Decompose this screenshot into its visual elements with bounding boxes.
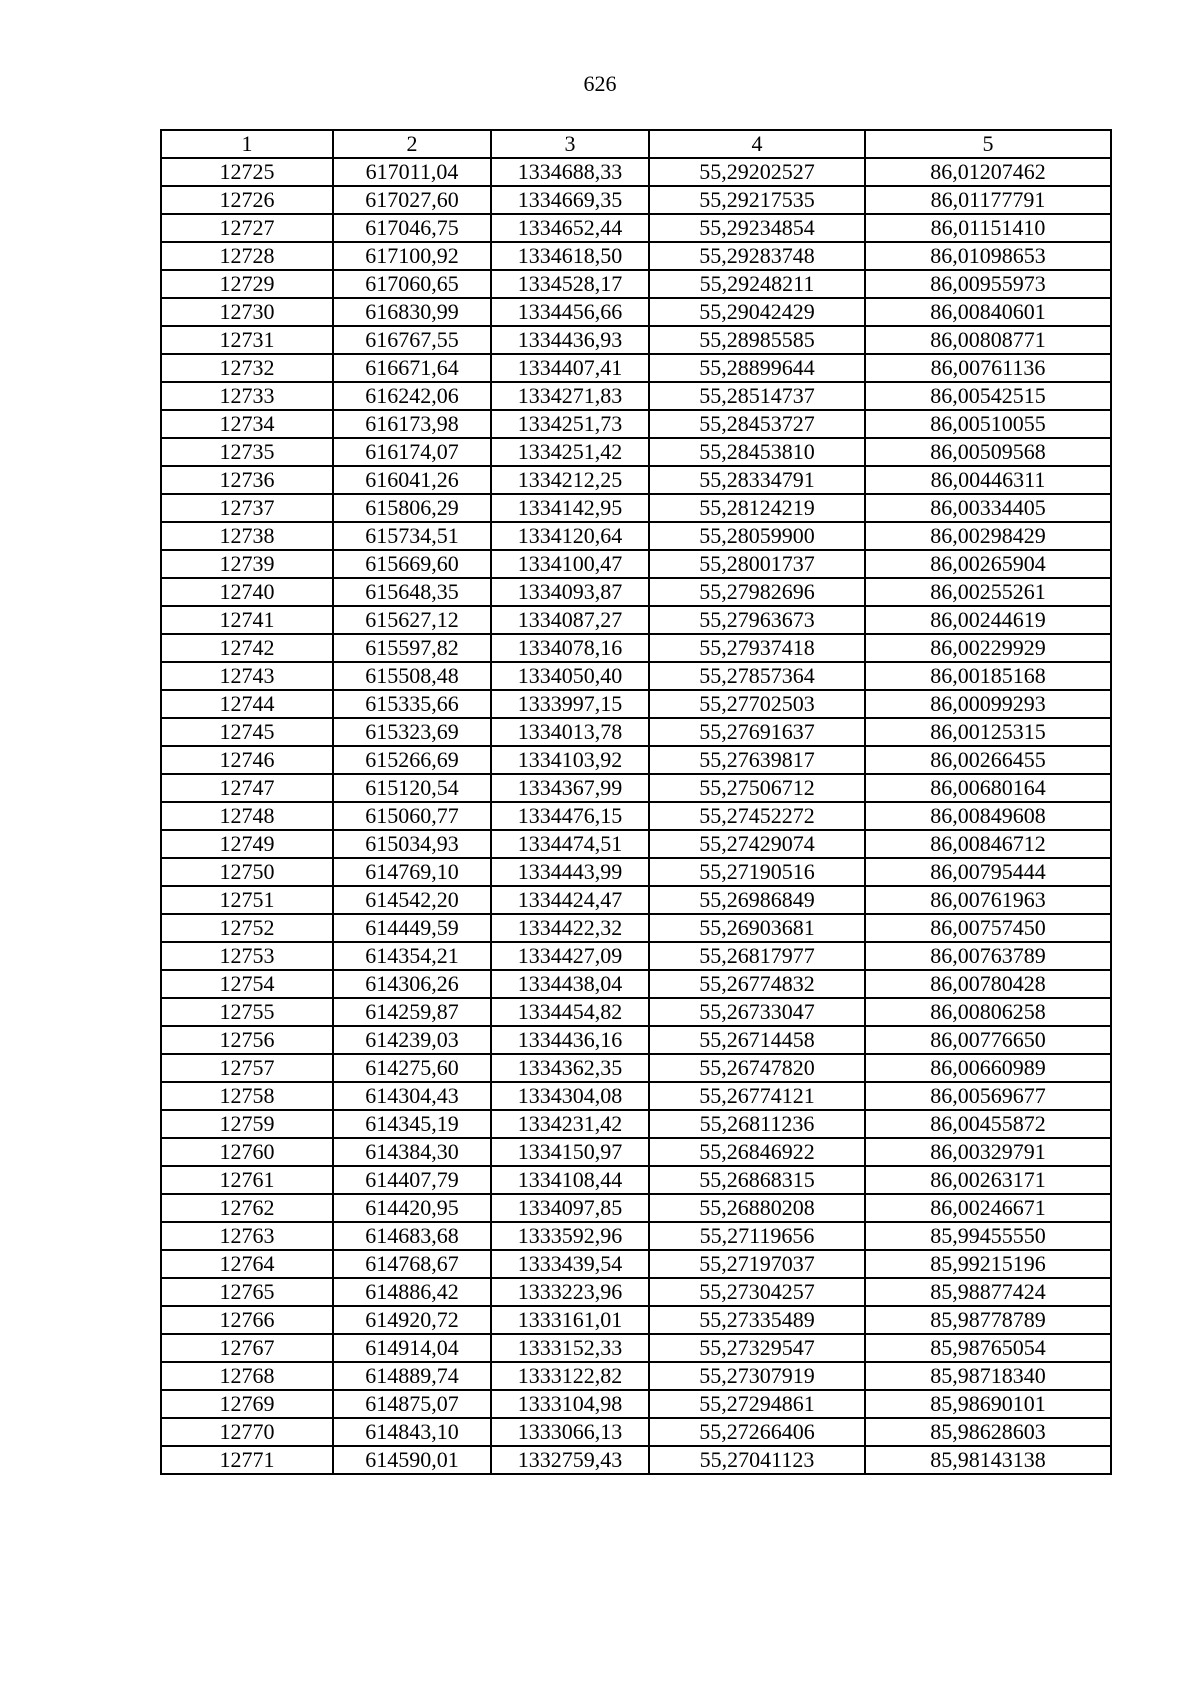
longitude-cell: 86,01207462 — [865, 158, 1111, 186]
longitude-cell: 86,00455872 — [865, 1110, 1111, 1138]
point-number-cell: 12740 — [161, 578, 333, 606]
table-row — [161, 1082, 1111, 1110]
x-coordinate-cell: 615648,35 — [333, 578, 491, 606]
table-row — [161, 914, 1111, 942]
x-coordinate-cell: 617100,92 — [333, 242, 491, 270]
x-coordinate-cell: 614449,59 — [333, 914, 491, 942]
point-number-cell: 12761 — [161, 1166, 333, 1194]
latitude-cell: 55,26774121 — [649, 1082, 865, 1110]
column-header-2: 2 — [333, 130, 491, 158]
longitude-cell: 86,01151410 — [865, 214, 1111, 242]
longitude-cell: 85,99455550 — [865, 1222, 1111, 1250]
point-number-cell: 12762 — [161, 1194, 333, 1222]
longitude-cell: 86,00955973 — [865, 270, 1111, 298]
x-coordinate-cell: 617027,60 — [333, 186, 491, 214]
y-coordinate-cell: 1334424,47 — [491, 886, 649, 914]
point-number-cell: 12745 — [161, 718, 333, 746]
x-coordinate-cell: 614875,07 — [333, 1390, 491, 1418]
table-row — [161, 410, 1111, 438]
y-coordinate-cell: 1334087,27 — [491, 606, 649, 634]
y-coordinate-cell: 1333439,54 — [491, 1250, 649, 1278]
point-number-cell: 12769 — [161, 1390, 333, 1418]
column-header-5: 5 — [865, 130, 1111, 158]
latitude-cell: 55,28453810 — [649, 438, 865, 466]
table-row — [161, 522, 1111, 550]
y-coordinate-cell: 1334688,33 — [491, 158, 649, 186]
x-coordinate-cell: 617060,65 — [333, 270, 491, 298]
latitude-cell: 55,27506712 — [649, 774, 865, 802]
x-coordinate-cell: 614345,19 — [333, 1110, 491, 1138]
point-number-cell: 12735 — [161, 438, 333, 466]
y-coordinate-cell: 1333122,82 — [491, 1362, 649, 1390]
table-row — [161, 1138, 1111, 1166]
longitude-cell: 86,00780428 — [865, 970, 1111, 998]
table-row — [161, 746, 1111, 774]
longitude-cell: 86,00298429 — [865, 522, 1111, 550]
longitude-cell: 86,00757450 — [865, 914, 1111, 942]
x-coordinate-cell: 616041,26 — [333, 466, 491, 494]
x-coordinate-cell: 614354,21 — [333, 942, 491, 970]
x-coordinate-cell: 614407,79 — [333, 1166, 491, 1194]
y-coordinate-cell: 1334120,64 — [491, 522, 649, 550]
x-coordinate-cell: 614384,30 — [333, 1138, 491, 1166]
y-coordinate-cell: 1334476,15 — [491, 802, 649, 830]
latitude-cell: 55,27963673 — [649, 606, 865, 634]
longitude-cell: 86,00660989 — [865, 1054, 1111, 1082]
latitude-cell: 55,27197037 — [649, 1250, 865, 1278]
point-number-cell: 12748 — [161, 802, 333, 830]
longitude-cell: 86,00185168 — [865, 662, 1111, 690]
table-row — [161, 858, 1111, 886]
longitude-cell: 86,00680164 — [865, 774, 1111, 802]
latitude-cell: 55,29283748 — [649, 242, 865, 270]
y-coordinate-cell: 1334050,40 — [491, 662, 649, 690]
table-row — [161, 1334, 1111, 1362]
y-coordinate-cell: 1334422,32 — [491, 914, 649, 942]
table-row — [161, 214, 1111, 242]
longitude-cell: 85,98628603 — [865, 1418, 1111, 1446]
table-row — [161, 802, 1111, 830]
latitude-cell: 55,27041123 — [649, 1446, 865, 1474]
x-coordinate-cell: 615734,51 — [333, 522, 491, 550]
latitude-cell: 55,29042429 — [649, 298, 865, 326]
y-coordinate-cell: 1334362,35 — [491, 1054, 649, 1082]
latitude-cell: 55,28985585 — [649, 326, 865, 354]
table-row — [161, 578, 1111, 606]
y-coordinate-cell: 1334652,44 — [491, 214, 649, 242]
latitude-cell: 55,26986849 — [649, 886, 865, 914]
x-coordinate-cell: 614259,87 — [333, 998, 491, 1026]
longitude-cell: 85,98143138 — [865, 1446, 1111, 1474]
latitude-cell: 55,27702503 — [649, 690, 865, 718]
table-row — [161, 1362, 1111, 1390]
x-coordinate-cell: 616671,64 — [333, 354, 491, 382]
point-number-cell: 12739 — [161, 550, 333, 578]
y-coordinate-cell: 1334427,09 — [491, 942, 649, 970]
longitude-cell: 85,98690101 — [865, 1390, 1111, 1418]
x-coordinate-cell: 614769,10 — [333, 858, 491, 886]
table-row — [161, 774, 1111, 802]
y-coordinate-cell: 1334078,16 — [491, 634, 649, 662]
x-coordinate-cell: 614843,10 — [333, 1418, 491, 1446]
latitude-cell: 55,26733047 — [649, 998, 865, 1026]
latitude-cell: 55,27190516 — [649, 858, 865, 886]
longitude-cell: 85,98765054 — [865, 1334, 1111, 1362]
y-coordinate-cell: 1334618,50 — [491, 242, 649, 270]
table-row — [161, 998, 1111, 1026]
latitude-cell: 55,29248211 — [649, 270, 865, 298]
longitude-cell: 86,00849608 — [865, 802, 1111, 830]
x-coordinate-cell: 614306,26 — [333, 970, 491, 998]
longitude-cell: 86,00246671 — [865, 1194, 1111, 1222]
longitude-cell: 86,00806258 — [865, 998, 1111, 1026]
point-number-cell: 12737 — [161, 494, 333, 522]
latitude-cell: 55,27937418 — [649, 634, 865, 662]
column-header-1: 1 — [161, 130, 333, 158]
longitude-cell: 86,00761136 — [865, 354, 1111, 382]
longitude-cell: 86,00840601 — [865, 298, 1111, 326]
x-coordinate-cell: 614914,04 — [333, 1334, 491, 1362]
point-number-cell: 12768 — [161, 1362, 333, 1390]
latitude-cell: 55,26817977 — [649, 942, 865, 970]
x-coordinate-cell: 615034,93 — [333, 830, 491, 858]
point-number-cell: 12736 — [161, 466, 333, 494]
longitude-cell: 86,00125315 — [865, 718, 1111, 746]
page-number: 626 — [583, 71, 617, 96]
x-coordinate-cell: 617011,04 — [333, 158, 491, 186]
longitude-cell: 86,01177791 — [865, 186, 1111, 214]
table-row — [161, 886, 1111, 914]
x-coordinate-cell: 615266,69 — [333, 746, 491, 774]
latitude-cell: 55,29217535 — [649, 186, 865, 214]
x-coordinate-cell: 615806,29 — [333, 494, 491, 522]
y-coordinate-cell: 1334142,95 — [491, 494, 649, 522]
point-number-cell: 12771 — [161, 1446, 333, 1474]
point-number-cell: 12744 — [161, 690, 333, 718]
longitude-cell: 86,00795444 — [865, 858, 1111, 886]
table-row — [161, 718, 1111, 746]
point-number-cell: 12738 — [161, 522, 333, 550]
table-row — [161, 1278, 1111, 1306]
point-number-cell: 12754 — [161, 970, 333, 998]
y-coordinate-cell: 1334150,97 — [491, 1138, 649, 1166]
longitude-cell: 85,98718340 — [865, 1362, 1111, 1390]
latitude-cell: 55,27857364 — [649, 662, 865, 690]
y-coordinate-cell: 1333161,01 — [491, 1306, 649, 1334]
longitude-cell: 85,98778789 — [865, 1306, 1111, 1334]
x-coordinate-cell: 615669,60 — [333, 550, 491, 578]
table-row — [161, 1222, 1111, 1250]
table-row — [161, 1194, 1111, 1222]
table-body — [161, 158, 1111, 1474]
x-coordinate-cell: 614768,67 — [333, 1250, 491, 1278]
point-number-cell: 12741 — [161, 606, 333, 634]
y-coordinate-cell: 1334097,85 — [491, 1194, 649, 1222]
x-coordinate-cell: 614304,43 — [333, 1082, 491, 1110]
y-coordinate-cell: 1332759,43 — [491, 1446, 649, 1474]
latitude-cell: 55,26903681 — [649, 914, 865, 942]
longitude-cell: 86,00255261 — [865, 578, 1111, 606]
coordinates-table — [160, 129, 1112, 1475]
y-coordinate-cell: 1334231,42 — [491, 1110, 649, 1138]
table-row — [161, 830, 1111, 858]
longitude-cell: 86,00229929 — [865, 634, 1111, 662]
longitude-cell: 86,00776650 — [865, 1026, 1111, 1054]
longitude-cell: 86,00263171 — [865, 1166, 1111, 1194]
longitude-cell: 86,00266455 — [865, 746, 1111, 774]
x-coordinate-cell: 616242,06 — [333, 382, 491, 410]
point-number-cell: 12731 — [161, 326, 333, 354]
x-coordinate-cell: 615627,12 — [333, 606, 491, 634]
table-row — [161, 606, 1111, 634]
latitude-cell: 55,27119656 — [649, 1222, 865, 1250]
latitude-cell: 55,28453727 — [649, 410, 865, 438]
y-coordinate-cell: 1334474,51 — [491, 830, 649, 858]
latitude-cell: 55,26880208 — [649, 1194, 865, 1222]
table-row — [161, 494, 1111, 522]
point-number-cell: 12727 — [161, 214, 333, 242]
longitude-cell: 86,00099293 — [865, 690, 1111, 718]
longitude-cell: 86,00510055 — [865, 410, 1111, 438]
table-row — [161, 662, 1111, 690]
point-number-cell: 12750 — [161, 858, 333, 886]
y-coordinate-cell: 1333223,96 — [491, 1278, 649, 1306]
latitude-cell: 55,27691637 — [649, 718, 865, 746]
y-coordinate-cell: 1334251,73 — [491, 410, 649, 438]
point-number-cell: 12767 — [161, 1334, 333, 1362]
y-coordinate-cell: 1334212,25 — [491, 466, 649, 494]
point-number-cell: 12753 — [161, 942, 333, 970]
table-row — [161, 1390, 1111, 1418]
x-coordinate-cell: 614590,01 — [333, 1446, 491, 1474]
y-coordinate-cell: 1334407,41 — [491, 354, 649, 382]
y-coordinate-cell: 1333104,98 — [491, 1390, 649, 1418]
latitude-cell: 55,27452272 — [649, 802, 865, 830]
table-row — [161, 1306, 1111, 1334]
latitude-cell: 55,28514737 — [649, 382, 865, 410]
point-number-cell: 12756 — [161, 1026, 333, 1054]
point-number-cell: 12760 — [161, 1138, 333, 1166]
x-coordinate-cell: 616830,99 — [333, 298, 491, 326]
table-row — [161, 354, 1111, 382]
latitude-cell: 55,26868315 — [649, 1166, 865, 1194]
point-number-cell: 12730 — [161, 298, 333, 326]
latitude-cell: 55,28001737 — [649, 550, 865, 578]
table-row — [161, 970, 1111, 998]
latitude-cell: 55,26846922 — [649, 1138, 865, 1166]
point-number-cell: 12734 — [161, 410, 333, 438]
y-coordinate-cell: 1334103,92 — [491, 746, 649, 774]
table-row — [161, 1026, 1111, 1054]
table-row — [161, 1110, 1111, 1138]
latitude-cell: 55,28124219 — [649, 494, 865, 522]
point-number-cell: 12758 — [161, 1082, 333, 1110]
table-row — [161, 382, 1111, 410]
latitude-cell: 55,28059900 — [649, 522, 865, 550]
table-row — [161, 634, 1111, 662]
longitude-cell: 86,00569677 — [865, 1082, 1111, 1110]
x-coordinate-cell: 614239,03 — [333, 1026, 491, 1054]
x-coordinate-cell: 615120,54 — [333, 774, 491, 802]
point-number-cell: 12746 — [161, 746, 333, 774]
table-row — [161, 942, 1111, 970]
point-number-cell: 12749 — [161, 830, 333, 858]
longitude-cell: 85,99215196 — [865, 1250, 1111, 1278]
table-row — [161, 298, 1111, 326]
longitude-cell: 86,00334405 — [865, 494, 1111, 522]
latitude-cell: 55,28334791 — [649, 466, 865, 494]
y-coordinate-cell: 1334108,44 — [491, 1166, 649, 1194]
table-row — [161, 270, 1111, 298]
y-coordinate-cell: 1334436,16 — [491, 1026, 649, 1054]
x-coordinate-cell: 614683,68 — [333, 1222, 491, 1250]
y-coordinate-cell: 1333066,13 — [491, 1418, 649, 1446]
point-number-cell: 12742 — [161, 634, 333, 662]
y-coordinate-cell: 1333592,96 — [491, 1222, 649, 1250]
x-coordinate-cell: 614886,42 — [333, 1278, 491, 1306]
y-coordinate-cell: 1334438,04 — [491, 970, 649, 998]
point-number-cell: 12763 — [161, 1222, 333, 1250]
latitude-cell: 55,27429074 — [649, 830, 865, 858]
latitude-cell: 55,26714458 — [649, 1026, 865, 1054]
point-number-cell: 12728 — [161, 242, 333, 270]
point-number-cell: 12733 — [161, 382, 333, 410]
longitude-cell: 86,00846712 — [865, 830, 1111, 858]
table-row — [161, 242, 1111, 270]
table-row — [161, 1054, 1111, 1082]
longitude-cell: 85,98877424 — [865, 1278, 1111, 1306]
latitude-cell: 55,27266406 — [649, 1418, 865, 1446]
latitude-cell: 55,26811236 — [649, 1110, 865, 1138]
y-coordinate-cell: 1334013,78 — [491, 718, 649, 746]
latitude-cell: 55,27639817 — [649, 746, 865, 774]
table-row — [161, 1166, 1111, 1194]
longitude-cell: 86,00446311 — [865, 466, 1111, 494]
latitude-cell: 55,27982696 — [649, 578, 865, 606]
column-header-4: 4 — [649, 130, 865, 158]
y-coordinate-cell: 1334443,99 — [491, 858, 649, 886]
point-number-cell: 12755 — [161, 998, 333, 1026]
table-header-row — [161, 130, 1111, 158]
longitude-cell: 86,00244619 — [865, 606, 1111, 634]
x-coordinate-cell: 616173,98 — [333, 410, 491, 438]
point-number-cell: 12759 — [161, 1110, 333, 1138]
point-number-cell: 12764 — [161, 1250, 333, 1278]
y-coordinate-cell: 1333152,33 — [491, 1334, 649, 1362]
y-coordinate-cell: 1334669,35 — [491, 186, 649, 214]
y-coordinate-cell: 1334367,99 — [491, 774, 649, 802]
x-coordinate-cell: 614275,60 — [333, 1054, 491, 1082]
column-header-3: 3 — [491, 130, 649, 158]
longitude-cell: 86,00763789 — [865, 942, 1111, 970]
longitude-cell: 86,00265904 — [865, 550, 1111, 578]
point-number-cell: 12751 — [161, 886, 333, 914]
x-coordinate-cell: 614920,72 — [333, 1306, 491, 1334]
y-coordinate-cell: 1333997,15 — [491, 690, 649, 718]
y-coordinate-cell: 1334093,87 — [491, 578, 649, 606]
y-coordinate-cell: 1334454,82 — [491, 998, 649, 1026]
longitude-cell: 86,01098653 — [865, 242, 1111, 270]
y-coordinate-cell: 1334100,47 — [491, 550, 649, 578]
x-coordinate-cell: 614542,20 — [333, 886, 491, 914]
y-coordinate-cell: 1334456,66 — [491, 298, 649, 326]
y-coordinate-cell: 1334528,17 — [491, 270, 649, 298]
table-row — [161, 550, 1111, 578]
table-row — [161, 438, 1111, 466]
latitude-cell: 55,27304257 — [649, 1278, 865, 1306]
x-coordinate-cell: 615323,69 — [333, 718, 491, 746]
point-number-cell: 12732 — [161, 354, 333, 382]
x-coordinate-cell: 615060,77 — [333, 802, 491, 830]
point-number-cell: 12729 — [161, 270, 333, 298]
point-number-cell: 12752 — [161, 914, 333, 942]
longitude-cell: 86,00509568 — [865, 438, 1111, 466]
point-number-cell: 12726 — [161, 186, 333, 214]
table-row — [161, 158, 1111, 186]
point-number-cell: 12725 — [161, 158, 333, 186]
latitude-cell: 55,26747820 — [649, 1054, 865, 1082]
longitude-cell: 86,00808771 — [865, 326, 1111, 354]
x-coordinate-cell: 615508,48 — [333, 662, 491, 690]
point-number-cell: 12743 — [161, 662, 333, 690]
point-number-cell: 12747 — [161, 774, 333, 802]
x-coordinate-cell: 614420,95 — [333, 1194, 491, 1222]
longitude-cell: 86,00761963 — [865, 886, 1111, 914]
table-row — [161, 1446, 1111, 1474]
table-row — [161, 326, 1111, 354]
longitude-cell: 86,00329791 — [865, 1138, 1111, 1166]
point-number-cell: 12766 — [161, 1306, 333, 1334]
point-number-cell: 12757 — [161, 1054, 333, 1082]
table-row — [161, 466, 1111, 494]
latitude-cell: 55,26774832 — [649, 970, 865, 998]
x-coordinate-cell: 615335,66 — [333, 690, 491, 718]
latitude-cell: 55,27294861 — [649, 1390, 865, 1418]
table-row — [161, 690, 1111, 718]
x-coordinate-cell: 617046,75 — [333, 214, 491, 242]
latitude-cell: 55,27329547 — [649, 1334, 865, 1362]
latitude-cell: 55,29202527 — [649, 158, 865, 186]
table-row — [161, 1418, 1111, 1446]
point-number-cell: 12770 — [161, 1418, 333, 1446]
y-coordinate-cell: 1334436,93 — [491, 326, 649, 354]
latitude-cell: 55,29234854 — [649, 214, 865, 242]
y-coordinate-cell: 1334271,83 — [491, 382, 649, 410]
longitude-cell: 86,00542515 — [865, 382, 1111, 410]
table-row — [161, 1250, 1111, 1278]
x-coordinate-cell: 615597,82 — [333, 634, 491, 662]
x-coordinate-cell: 614889,74 — [333, 1362, 491, 1390]
table-row — [161, 186, 1111, 214]
x-coordinate-cell: 616174,07 — [333, 438, 491, 466]
x-coordinate-cell: 616767,55 — [333, 326, 491, 354]
y-coordinate-cell: 1334304,08 — [491, 1082, 649, 1110]
latitude-cell: 55,28899644 — [649, 354, 865, 382]
latitude-cell: 55,27335489 — [649, 1306, 865, 1334]
point-number-cell: 12765 — [161, 1278, 333, 1306]
y-coordinate-cell: 1334251,42 — [491, 438, 649, 466]
latitude-cell: 55,27307919 — [649, 1362, 865, 1390]
